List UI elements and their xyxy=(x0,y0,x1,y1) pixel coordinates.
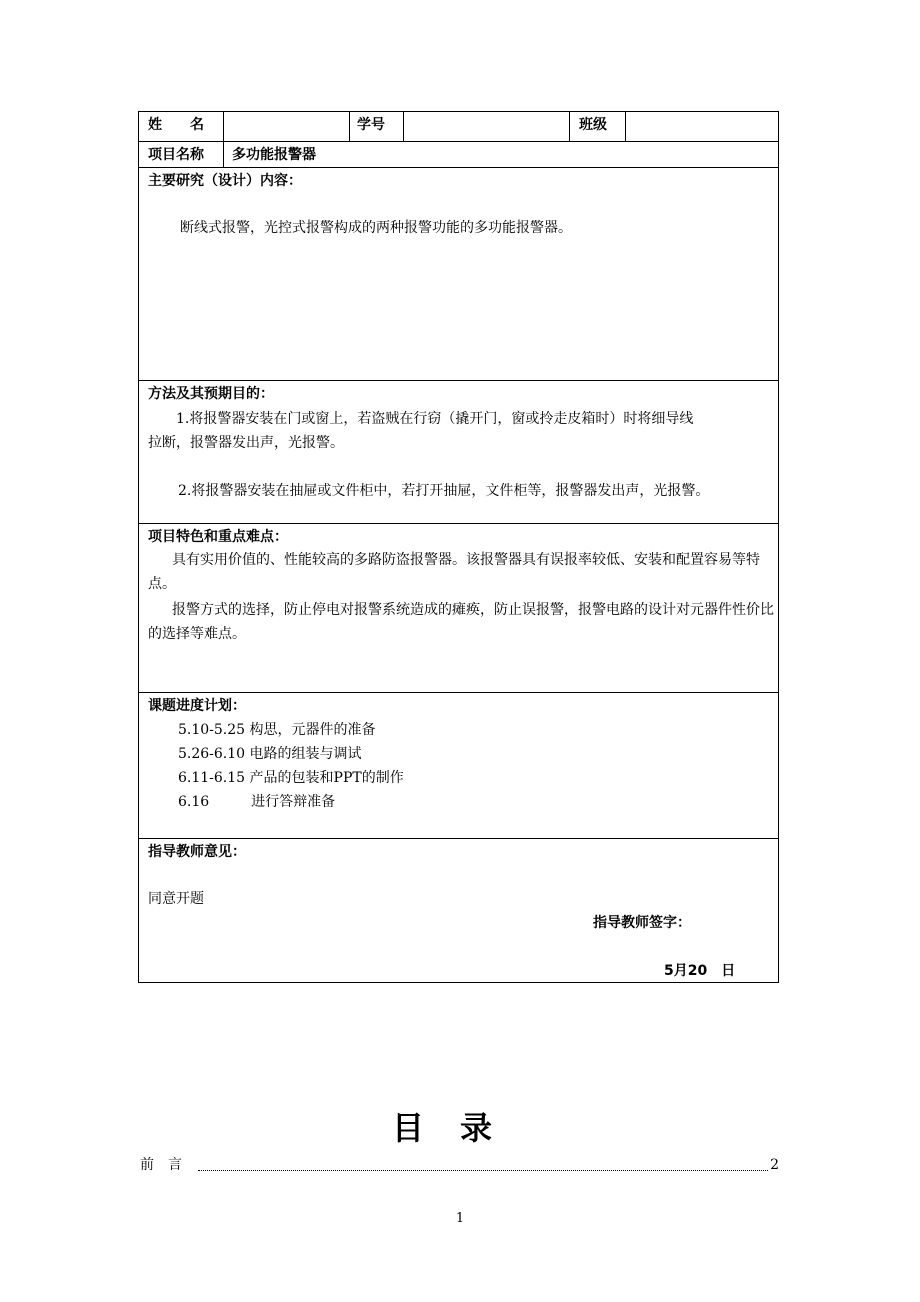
column-divider xyxy=(349,111,350,141)
column-divider xyxy=(223,111,224,167)
schedule-item: 6.16 进行答辩准备 xyxy=(178,794,336,810)
advisor-heading: 指导教师意见： xyxy=(148,844,246,860)
features-heading: 项目特色和重点难点： xyxy=(148,529,288,545)
name-label: 姓 名 xyxy=(148,117,204,133)
row-divider xyxy=(138,838,779,839)
methods-item2: 2.将报警器安装在抽屉或文件柜中，若打开抽屉，文件柜等，报警器发出声，光报警。 xyxy=(178,483,710,499)
row-divider xyxy=(138,692,779,693)
methods-item1-line2: 拉断，报警器发出声，光报警。 xyxy=(148,435,344,451)
project-name-label: 项目名称 xyxy=(148,147,204,163)
column-divider xyxy=(569,111,570,141)
row-divider xyxy=(138,141,779,142)
toc-title: 目录 xyxy=(391,1109,528,1147)
schedule-item: 6.11-6.15 产品的包装和PPT的制作 xyxy=(178,770,404,786)
row-divider xyxy=(138,523,779,524)
class-label: 班级 xyxy=(579,117,607,133)
column-divider xyxy=(625,111,626,141)
methods-heading: 方法及其预期目的： xyxy=(148,386,274,402)
toc-entry-label: 前言 xyxy=(140,1157,196,1173)
page-number: 1 xyxy=(455,1211,465,1226)
advisor-signature-label: 指导教师签字： xyxy=(593,915,691,931)
toc-entry[interactable] xyxy=(140,1156,779,1174)
methods-item1-line1: 1.将报警器安装在门或窗上，若盗贼在行窃（撬开门，窗或拎走皮箱时）时将细导线 xyxy=(176,411,694,427)
row-divider xyxy=(138,380,779,381)
toc-entry-page: 2 xyxy=(770,1157,779,1173)
advisor-opinion: 同意开题 xyxy=(148,891,204,907)
student-id-label: 学号 xyxy=(357,117,385,133)
research-heading: 主要研究（设计）内容： xyxy=(148,173,302,189)
toc-leader-dots xyxy=(198,1169,768,1171)
schedule-item: 5.26-6.10 电路的组装与调试 xyxy=(178,746,362,762)
advisor-date: 5月20 日 xyxy=(664,963,736,979)
schedule-item: 5.10-5.25 构思，元器件的准备 xyxy=(178,722,376,738)
features-paragraph-1: 具有实用价值的、性能较高的多路防盗报警器。该报警器具有误报率较低、安装和配置容易等特点。 xyxy=(148,552,760,592)
column-divider xyxy=(403,111,404,141)
schedule-heading: 课题进度计划： xyxy=(148,698,246,714)
project-name-value: 多功能报警器 xyxy=(232,147,316,163)
research-body: 断线式报警，光控式报警构成的两种报警功能的多功能报警器。 xyxy=(180,220,572,236)
features-paragraph-2: 报警方式的选择，防止停电对报警系统造成的瘫痪，防止误报警，报警电路的设计对元器件性价比的选择等难点。 xyxy=(148,602,774,642)
row-divider xyxy=(138,167,779,168)
